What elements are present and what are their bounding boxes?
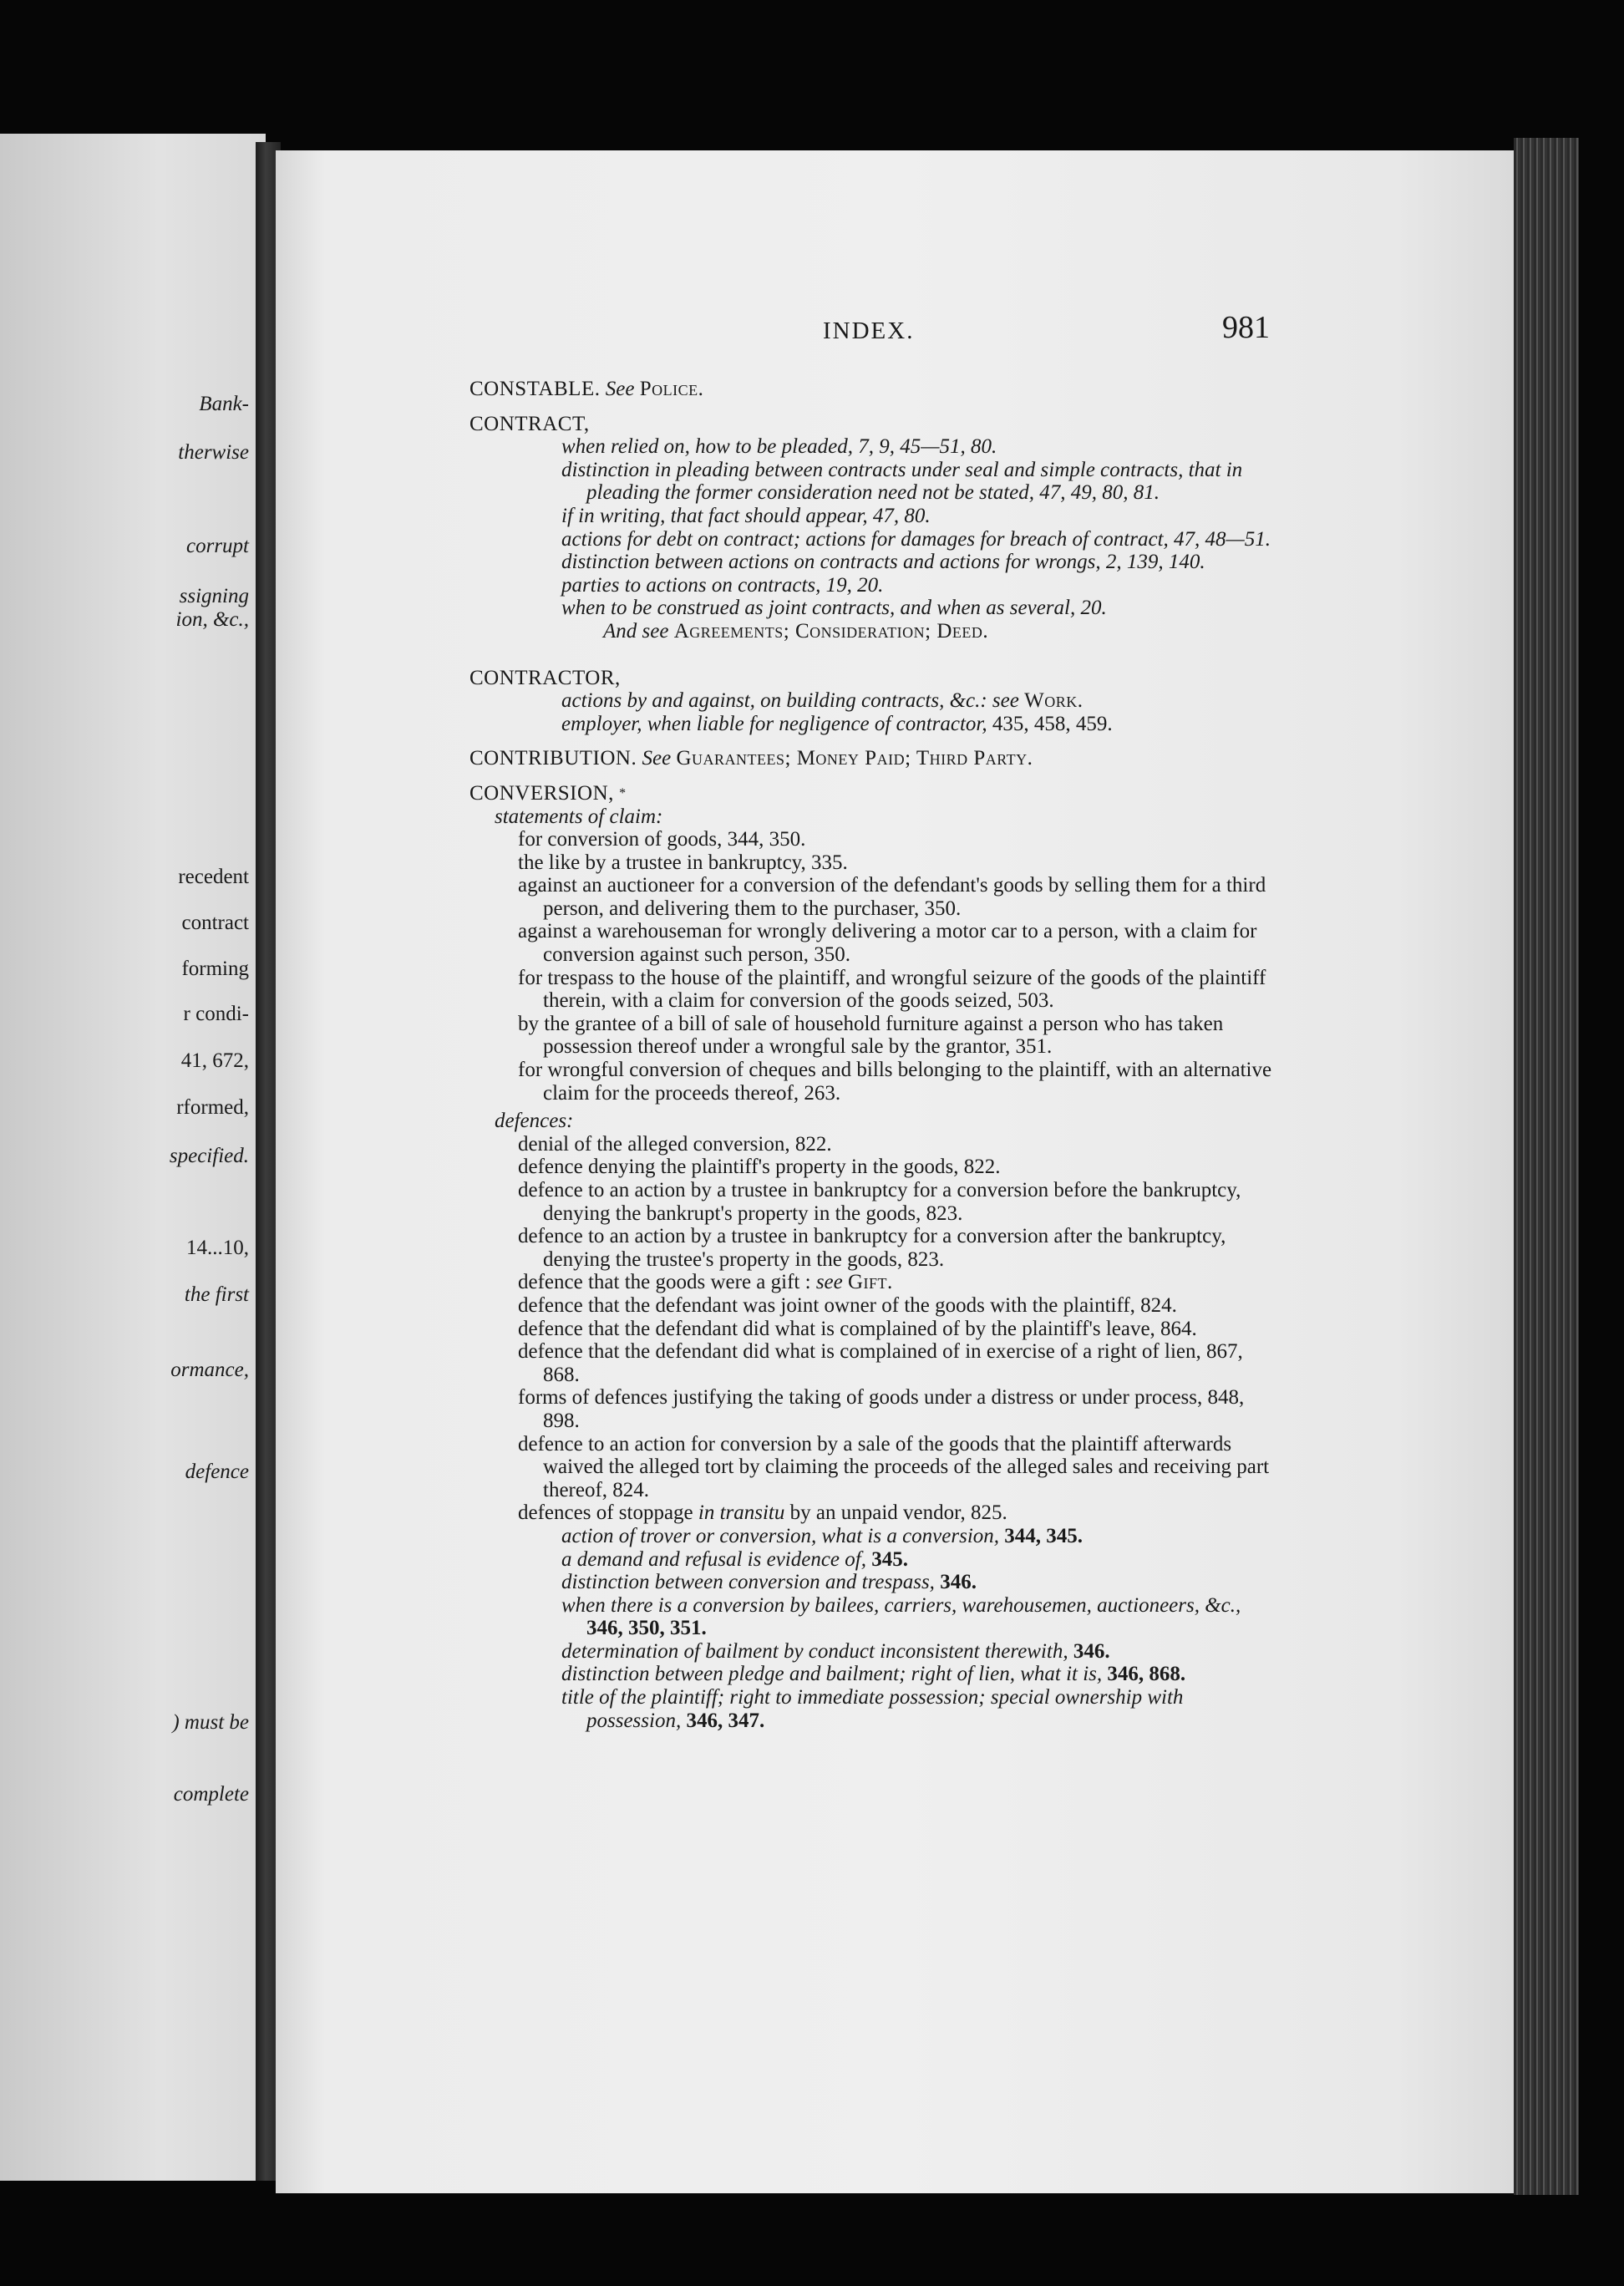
index-subentry: defence to an action by a trustee in bankruptcy for a conversion before the bankruptcy, denying the bankrupt's property in the goods, 823.: [518, 1179, 1241, 1225]
conversion-topic: title of the plaintiff; right to immediate possession; special ownership with possession, 346, 347.: [561, 1686, 1184, 1732]
facing-page-fragment: recedent: [178, 866, 249, 888]
facing-page-fragment: ssigning: [179, 585, 249, 607]
conversion-topic: action of trover or conversion, what is a conversion, 344, 345.: [561, 1524, 1084, 1547]
conversion-topic: distinction between conversion and trespass, 346.: [561, 1571, 977, 1594]
defences-heading: defences:: [495, 1110, 574, 1133]
facing-page-fragment: ) must be: [172, 1711, 249, 1734]
index-subentry: for conversion of goods, 344, 350.: [518, 828, 806, 851]
index-subentry: forms of defences justifying the taking of goods under a distress or under process, 848, 898.: [518, 1386, 1245, 1432]
facing-page-fragment: forming: [181, 958, 249, 980]
defence-stoppage: defences of stoppage in transitu by an unpaid vendor, 825.: [518, 1501, 1007, 1525]
defences-list-continued: [469, 1294, 1275, 1501]
facing-page-fragment: defence: [185, 1460, 249, 1483]
index-subentry: the like by a trustee in bankruptcy, 335.: [518, 851, 848, 874]
facing-page-fragment: 14...10,: [186, 1237, 249, 1259]
contract-subentry: when relied on, how to be pleaded, 7, 9, 45—51, 80.: [561, 435, 997, 459]
index-subentry: for wrongful conversion of cheques and bills belonging to the plaintiff, with an alternative claim for the proceeds thereof, 263.: [518, 1059, 1272, 1105]
facing-page-fragment: contract: [181, 912, 249, 934]
defence-gift: defence that the goods were a gift : see Gift.: [518, 1271, 893, 1294]
index-entries: [469, 378, 1275, 1732]
facing-page-fragment: ion, &c.,: [175, 608, 249, 631]
contract-subentry: parties to actions on contracts, 19, 20.: [561, 573, 884, 597]
conversion-topic: distinction between pledge and bailment; right of lien, what it is, 346, 868.: [561, 1663, 1186, 1686]
defences-list: [469, 1133, 1275, 1272]
contract-subentries: [469, 435, 1275, 620]
index-subentry: against an auctioneer for a conversion of the defendant's goods by selling them for a third person, and delivering them to the purchaser, 350.: [518, 874, 1266, 920]
statements-of-claim: [469, 828, 1275, 1105]
index-subentry: defence that the defendant was joint owner of the goods with the plaintiff, 824.: [518, 1293, 1177, 1317]
facing-page-fragment: Bank-: [199, 393, 249, 415]
index-subentry: for trespass to the house of the plaintiff, and wrongful seizure of the goods of the plaintiff therein, with a claim for conversion of the goods seized, 503.: [518, 966, 1266, 1013]
conversion-topic: determination of bailment by conduct inconsistent therewith, 346.: [561, 1639, 1110, 1663]
facing-page-fragment: specified.: [169, 1145, 249, 1167]
entry-contractor: CONTRACTOR, actions by and against, on building contracts, &c.: see Work. employer, when liable for negligence of contractor, 435, 458, 459.: [469, 666, 1113, 735]
page-number: 981: [1222, 310, 1270, 345]
running-head: INDEX.: [823, 318, 915, 344]
facing-page-fragment: the first: [184, 1283, 249, 1306]
conversion-topics: [469, 1525, 1275, 1732]
contract-subentry: when to be construed as joint contracts, and when as several, 20.: [561, 597, 1107, 620]
page-edges: [1514, 138, 1579, 2195]
index-subentry: against a warehouseman for wrongly delivering a motor car to a person, with a claim for conversion against such person, 350.: [518, 920, 1257, 967]
contract-subentry: distinction in pleading between contracts under seal and simple contracts, that in pleading the former consideration need not be stated, 47, 49, 80, 81.: [561, 458, 1243, 505]
index-subentry: defence to an action by a trustee in bankruptcy for a conversion after the bankruptcy, denying the trustee's property in the goods, 823.: [518, 1225, 1226, 1271]
facing-page-fragment: ormance,: [170, 1359, 249, 1381]
conversion-topic: a demand and refusal is evidence of, 345.: [561, 1547, 908, 1571]
contract-cross-reference: And see Agreements; Consideration; Deed.: [603, 619, 989, 643]
entry-contract: CONTRACT, when relied on, how to be pleaded, 7, 9, 45—51, 80. distinction in pleading between contracts under seal and simple contracts, that in pleading the former consideration need not be stated, 47, 49, 80, 81. if in writing, that fact should appear, 47, 80. actions for debt on contract; actions for damages for breach of contract, 47, 48—51. distinction between actions on contracts and actions for wrongs, 2, 139, 140. parties to actions on contracts, 19, 20. when to be construed as joint contracts, and when as several, 20. And see Agreements; Consideration; Deed.: [469, 413, 1275, 643]
facing-page-fragment: corrupt: [186, 535, 249, 557]
facing-page-text: [0, 0, 266, 2286]
index-subentry: by the grantee of a bill of sale of household furniture against a person who has taken possession thereof under a wrongful sale by the grantor, 351.: [518, 1012, 1224, 1059]
facing-page-fragment: therwise: [178, 441, 249, 464]
facing-page-fragment: rformed,: [176, 1096, 249, 1119]
contract-subentry: distinction between actions on contracts and actions for wrongs, 2, 139, 140.: [561, 551, 1205, 574]
facing-page-fragment: 41, 672,: [180, 1049, 249, 1072]
facing-page-fragment: r condi-: [183, 1003, 249, 1025]
page-header: [468, 309, 1270, 351]
statements-of-claim-heading: statements of claim:: [495, 805, 663, 828]
entry-constable: CONSTABLE. See Police.: [469, 378, 704, 400]
index-subentry: defence that the defendant did what is complained of in exercise of a right of lien, 867, 868.: [518, 1340, 1243, 1386]
index-subentry: defence that the defendant did what is complained of by the plaintiff's leave, 864.: [518, 1317, 1197, 1340]
conversion-topic: when there is a conversion by bailees, carriers, warehousemen, auctioneers, &c., 346, 350, 351.: [561, 1593, 1241, 1640]
contract-subentry: if in writing, that fact should appear, 47, 80.: [561, 504, 931, 527]
contract-subentry: actions for debt on contract; actions for damages for breach of contract, 47, 48—51.: [561, 527, 1271, 551]
facing-page-fragment: complete: [173, 1783, 249, 1806]
entry-contribution: CONTRIBUTION. See Guarantees; Money Paid; Third Party.: [469, 747, 1033, 770]
index-subentry: defence to an action for conversion by a sale of the goods that the plaintiff afterwards waived the alleged tort by claiming the proceeds of the alleged sales and receiving part thereof, 824.: [518, 1432, 1270, 1501]
index-subentry: defence denying the plaintiff's property in the goods, 822.: [518, 1156, 1001, 1179]
entry-conversion: CONVERSION, * statements of claim: for conversion of goods, 344, 350. the like by a trustee in bankruptcy, 335. against an auctioneer for a conversion of the defendant's goods by selling them for a third person, and delivering them to the purchaser, 350. against a warehouseman for wrongly delivering a motor car to a person, with a claim for conversion against such person, 350. for trespass to the house of the plaintiff, and wrongful seizure of the goods of the plaintiff therein, with a claim for conversion of the goods seized, 503. by the grantee of a bill of sale of household furniture against a person who has taken possession thereof under a wrongful sale by the grantor, 351. for wrongful conversion of cheques and bills belonging to the plaintiff, with an alternative claim for the proceeds thereof, 263. defences: denial of the alleged conversion, 822. defence denying the plaintiff's property in the goods, 822. defence to an action by a trustee in bankruptcy for a conversion before the bankruptcy, denying the bankrupt's property in the goods, 823. defence to an action by a trustee in bankruptcy for a conversion after the bankruptcy, denying the trustee's property in the goods, 823. defence that the goods were a gift : see Gift. defence that the defendant was joint owner of the goods with the plaintiff, 824. defence that the defendant did what is complained of by the plaintiff's leave, 864. defence that the defendant did what is complained of in exercise of a right of lien, 867, 868. forms of defences justifying the taking of goods under a distress or under process, 848, 898. defence to an action for conversion by a sale of the goods that the plaintiff afterwards waived the alleged tort by claiming the proceeds of the alleged sales and receiving part thereof, 824. defences of stoppage in transitu by an unpaid vendor, 825. action of trover or conversion, what is a conversion, 344, 345. a demand and refusal is evidence of, 345. distinction between conversion and trespass, 346. when there is a conversion by bailees, carriers, warehousemen, auctioneers, &c., 346, 350, 351. determination of bailment by conduct inconsistent therewith, 346. distinction between pledge and bailment; right of lien, what it is, 346, 868. title of the plaintiff; right to immediate possession; special ownership with possession, 346, 347.: [469, 782, 1275, 1732]
index-subentry: denial of the alleged conversion, 822.: [518, 1132, 832, 1156]
